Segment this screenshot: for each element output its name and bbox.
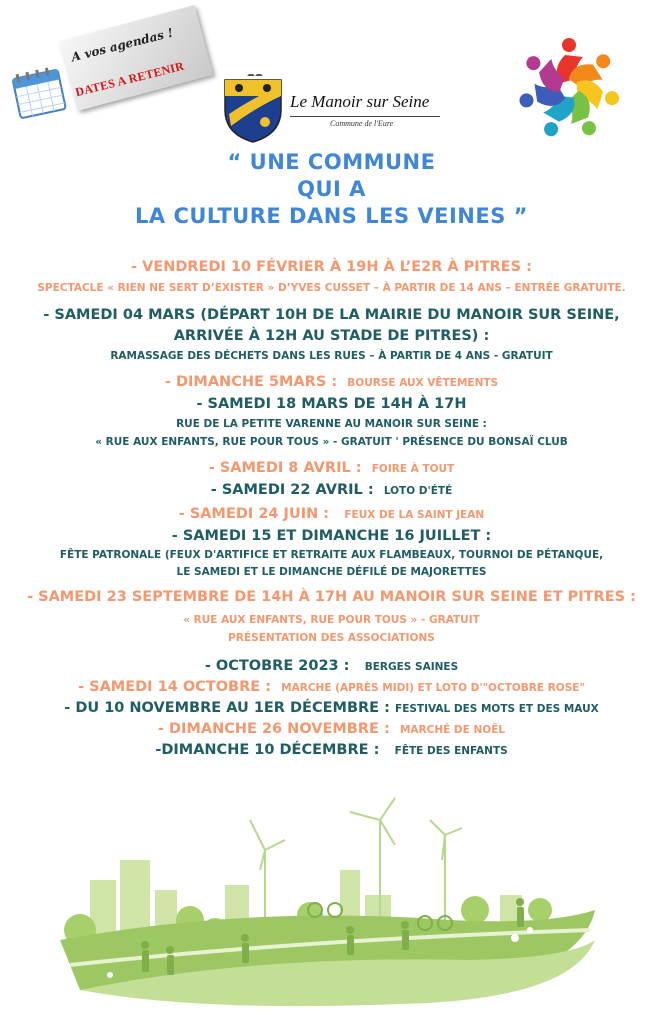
event-5-heading: - SAMEDI 8 AVRIL : <box>208 460 362 476</box>
event-11-heading: - SAMEDI 14 OCTOBRE : <box>78 679 271 695</box>
event-5-detail: FOIRE À TOUT <box>371 463 455 475</box>
event-6-heading: - SAMEDI 22 AVRIL : <box>210 482 374 498</box>
event-9-heading: - SAMEDI 23 SEPTEMBRE DE 14H À 17H AU MANOIR SUR SEINE ET PITRES : <box>27 589 636 605</box>
event-14 <box>0 739 663 758</box>
event-3-detail: BOURSE AUX VÊTEMENTS <box>347 377 499 389</box>
event-6-detail: LOTO D'ÉTÉ <box>383 485 453 497</box>
event-10 <box>0 655 663 674</box>
event-12 <box>0 697 663 716</box>
agenda-badge <box>8 6 213 124</box>
people-circle-logo <box>510 30 628 148</box>
event-10-heading: - OCTOBRE 2023 : <box>204 658 350 674</box>
event-8-heading: - SAMEDI 15 ET DIMANCHE 16 JUILLET : <box>171 528 492 544</box>
town-divider <box>290 116 440 117</box>
event-13-heading: - DIMANCHE 26 NOVEMBRE : <box>157 721 390 737</box>
event-2-heading-1: - SAMEDI 04 MARS (DÉPART 10H DE LA MAIRIE DU MANOIR SUR SEINE, <box>43 307 620 323</box>
event-1-heading: - VENDREDI 10 FÉVRIER À 19H À L’E2R À PITRES : <box>131 259 532 275</box>
title-line-1: “ UNE COMMUNE <box>227 150 436 174</box>
event-11 <box>0 676 663 695</box>
event-4-detail-1: RUE DE LA PETITE VARENNE AU MANOIR SUR SEINE : <box>176 418 487 430</box>
event-2-heading-2: ARRIVÉE À 12H AU STADE DE PITRES) : <box>173 328 490 344</box>
badge-line1: A vos agendas ! <box>69 25 175 65</box>
event-14-detail: FÊTE DES ENFANTS <box>394 745 508 757</box>
event-2-detail: RAMASSAGE DES DÉCHETS DANS LES RUES – À PARTIR DE 4 ANS - GRATUIT <box>110 350 553 362</box>
badge-line2: DATES A RETENIR <box>73 58 186 100</box>
event-11-detail: MARCHE (APRÈS MIDI) ET LOTO D'"OCTOBRE ROSE" <box>281 682 585 694</box>
event-3-heading: - DIMANCHE 5MARS : <box>164 374 338 390</box>
event-13 <box>0 718 663 737</box>
event-13-detail: MARCHÉ DE NOËL <box>399 724 506 736</box>
eco-city-illustration <box>50 790 610 1010</box>
event-7-heading: - SAMEDI 24 JUIN : <box>178 506 330 522</box>
event-9-detail-1: « RUE AUX ENFANTS, RUE POUR TOUS » - GRATUIT <box>183 614 480 626</box>
event-12-heading: - DU 10 NOVEMBRE AU 1ER DÉCEMBRE : <box>64 700 390 716</box>
event-4-heading: - SAMEDI 18 MARS DE 14H À 17H <box>196 396 467 412</box>
event-1-detail: SPECTACLE « RIEN NE SERT D’EXISTER » D’YVES CUSSET – À PARTIR DE 14 ANS – ENTRÉE GRATUITE. <box>37 282 626 294</box>
event-14-heading: -DIMANCHE 10 DÉCEMBRE : <box>155 742 380 758</box>
event-10-detail: BERGES SAINES <box>364 661 459 673</box>
town-subtitle: Commune de l'Eure <box>330 119 394 128</box>
event-8-detail-2: LE SAMEDI ET LE DIMANCHE DÉFILÉ DE MAJORETTES <box>176 566 487 578</box>
town-name: Le Manoir sur Seine <box>290 92 430 111</box>
event-6 <box>0 479 663 498</box>
title-line-2: QUI A <box>297 177 366 201</box>
event-12-detail: FESTIVAL DES MOTS ET DES MAUX <box>395 703 599 715</box>
calendar-icon <box>8 62 70 124</box>
event-9-detail-2: PRÉSENTATION DES ASSOCIATIONS <box>228 632 435 644</box>
event-8-detail-1: FÊTE PATRONALE (FEUX D'ARTIFICE ET RETRAITE AUX FLAMBEAUX, TOURNOI DE PÉTANQUE, <box>59 549 604 561</box>
crest-icon <box>221 74 285 144</box>
event-5 <box>0 457 663 476</box>
event-4-detail-2: « RUE AUX ENFANTS, RUE POUR TOUS » - GRATUIT ' PRÉSENCE DU BONSAÏ CLUB <box>95 436 568 448</box>
title-line-3: LA CULTURE DANS LES VEINES ” <box>135 204 528 228</box>
event-7 <box>0 503 663 522</box>
event-3 <box>0 371 663 390</box>
event-7-detail: FEUX DE LA SAINT JEAN <box>344 509 485 521</box>
